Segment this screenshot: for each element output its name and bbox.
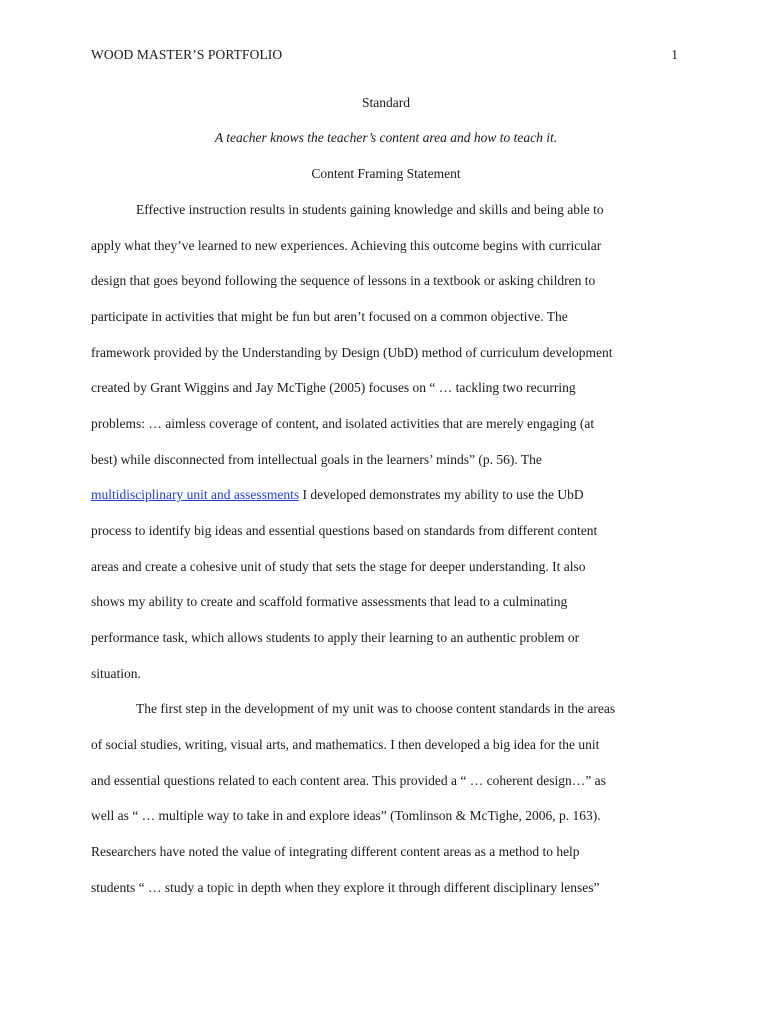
paragraph-line: design that goes beyond following the sequence of lessons in a textbook or asking children to [91,273,596,288]
assessments-link[interactable]: multidisciplinary unit and assessments [91,487,300,502]
link-line-rest: I developed demonstrates my ability to use the UbD [299,487,584,502]
paragraph-line: problems: … aimless coverage of content, and isolated activities that are merely engaging (at [91,416,595,431]
paragraph-line: of social studies, writing, visual arts, and mathematics. I then developed a big idea for the unit [91,737,600,752]
paragraph-line: shows my ability to create and scaffold formative assessments that lead to a culminating [91,594,568,609]
paragraph-line: apply what they’ve learned to new experiences. Achieving this outcome begins with curricular [91,238,602,253]
paragraph-line: best) while disconnected from intellectual goals in the learners’ minds” (p. 56). The [91,452,542,467]
paragraph-line: areas and create a cohesive unit of study that sets the stage for deeper understanding. It also [91,559,586,574]
page-title: Standard [362,95,410,110]
paragraph-line: Researchers have noted the value of integrating different content areas as a method to help [91,844,580,859]
paragraph-line: participate in activities that might be fun but aren’t focused on a common objective. The [91,309,568,324]
paragraph-line: created by Grant Wiggins and Jay McTighe (2005) focuses on “ … tackling two recurring [91,380,576,395]
paragraph-line-with-link [91,486,681,504]
paragraph-line: and essential questions related to each content area. This provided a “ … coherent design…” as [91,773,606,788]
page-number: 1 [671,47,678,62]
section-heading: Content Framing Statement [311,166,461,181]
paragraph-line: process to identify big ideas and essential questions based on standards from different content [91,523,598,538]
paragraph-line: students “ … study a topic in depth when they explore it through different disciplinary lenses” [91,880,600,895]
paragraph-line: well as “ … multiple way to take in and explore ideas” (Tomlinson & McTighe, 2006, p. 163). [91,808,601,823]
standard-statement: A teacher knows the teacher’s content area and how to teach it. [214,130,558,145]
paragraph-line: situation. [91,666,141,681]
paragraph-line: framework provided by the Understanding by Design (UbD) method of curriculum development [91,345,613,360]
paragraph-line: Effective instruction results in students gaining knowledge and skills and being able to [136,202,604,217]
paragraph-line: performance task, which allows students to apply their learning to an authentic problem or [91,630,580,645]
running-head: WOOD MASTER’S PORTFOLIO [91,47,283,62]
paragraph-line: The first step in the development of my unit was to choose content standards in the areas [136,701,616,716]
